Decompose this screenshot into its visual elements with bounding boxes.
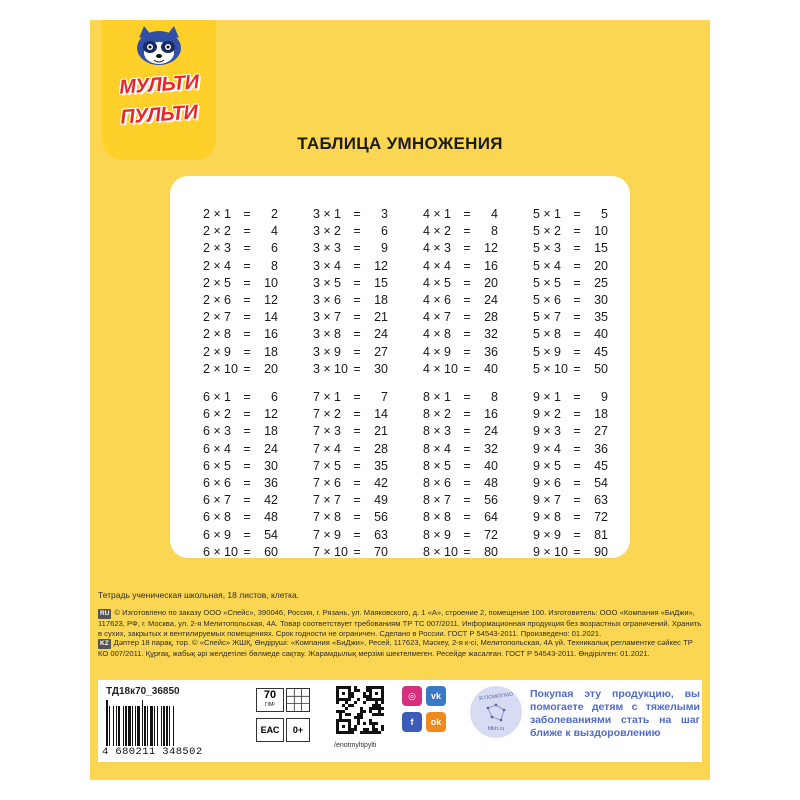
article-number: ТД18к70_36850 — [106, 686, 180, 697]
lang-badge-kz: KZ — [100, 640, 109, 647]
qr-module — [372, 725, 375, 728]
qr-module — [369, 695, 372, 698]
table-row: 5 × 5 = 25 — [533, 275, 608, 290]
qr-module — [342, 686, 345, 689]
social-site: /enotmyltipylti — [334, 742, 377, 749]
barcode-number: 4 680211 348502 — [102, 746, 203, 758]
qr-module — [354, 728, 357, 731]
facebook-icon: f — [402, 712, 422, 732]
qr-module — [351, 728, 354, 731]
table-row: 8 × 1 = 8 — [423, 390, 498, 404]
table-row: 7 × 7 = 49 — [313, 493, 388, 508]
qr-module — [339, 719, 342, 722]
qr-module — [369, 689, 372, 692]
table-row: 8 × 2 = 16 — [423, 407, 498, 422]
bottom-info-panel — [98, 680, 702, 762]
qr-module — [348, 725, 351, 728]
qr-module — [366, 728, 369, 731]
qr-module — [375, 704, 378, 707]
qr-module — [336, 725, 339, 728]
qr-module — [369, 707, 372, 710]
table-row: 2 × 9 = 18 — [203, 344, 278, 359]
instagram-icon: ◎ — [402, 686, 422, 706]
table-row: 6 × 5 = 30 — [203, 458, 278, 473]
table-row: 9 × 6 = 54 — [533, 475, 608, 490]
table-row: 6 × 2 = 12 — [203, 407, 278, 422]
qr-module — [339, 698, 342, 701]
qr-module — [348, 722, 351, 725]
table-row: 3 × 5 = 15 — [313, 275, 388, 290]
qr-module — [369, 692, 372, 695]
table-row: 6 × 7 = 42 — [203, 493, 278, 508]
qr-module — [342, 704, 345, 707]
lang-badge-ru: RU — [100, 610, 110, 617]
table-row: 9 × 5 = 45 — [533, 458, 608, 473]
table-row: 8 × 5 = 40 — [423, 458, 498, 473]
table-row: 4 × 9 = 36 — [423, 344, 498, 359]
times-table-7 — [308, 389, 398, 561]
qr-module — [378, 713, 381, 716]
table-row: 7 × 2 = 14 — [313, 407, 388, 422]
qr-module — [381, 725, 384, 728]
table-row: 7 × 1 = 7 — [313, 390, 388, 404]
table-row: 4 × 6 = 24 — [423, 292, 498, 307]
table-row: 6 × 4 = 24 — [203, 441, 278, 456]
table-row: 9 × 9 = 81 — [533, 527, 608, 542]
charity-badge-text: Я ПОМОГАЮ — [478, 691, 514, 703]
qr-module — [339, 716, 342, 719]
qr-module — [351, 695, 354, 698]
qr-module — [366, 686, 369, 689]
qr-module — [354, 716, 357, 719]
notebook-description: Тетрадь ученическая школьная, 18 листов, клетка. — [98, 590, 300, 600]
qr-module — [366, 689, 369, 692]
table-row: 4 × 2 = 8 — [423, 224, 498, 239]
vk-icon: vk — [426, 686, 446, 706]
age-rating: 0+ — [286, 718, 310, 742]
qr-module — [363, 722, 366, 725]
table-row: 3 × 4 = 12 — [313, 258, 388, 273]
raccoon-mascot-icon — [134, 26, 184, 66]
table-row: 3 × 1 = 3 — [313, 207, 388, 221]
table-row: 7 × 3 = 21 — [313, 424, 388, 439]
charity-badge-site: bfkh.ru — [487, 726, 505, 732]
odnoklassniki-icon: ok — [426, 712, 446, 732]
qr-module — [336, 710, 339, 713]
density-unit: Г/М² — [265, 702, 275, 708]
table-row: 7 × 6 = 42 — [313, 475, 388, 490]
notebook-cover — [90, 20, 710, 780]
qr-module — [357, 713, 360, 716]
qr-module — [360, 713, 363, 716]
table-row: 4 × 10 = 40 — [423, 361, 498, 376]
table-row: 7 × 9 = 63 — [313, 527, 388, 542]
qr-module — [372, 713, 375, 716]
table-row: 5 × 4 = 20 — [533, 258, 608, 273]
logo-text-line2: ПУЛЬТИ — [119, 101, 199, 129]
table-row: 2 × 4 = 8 — [203, 258, 278, 273]
qr-module — [363, 728, 366, 731]
grid-paper-icon — [286, 688, 310, 712]
qr-module — [381, 695, 384, 698]
table-row: 5 × 6 = 30 — [533, 292, 608, 307]
qr-module — [375, 692, 378, 695]
table-row: 5 × 8 = 40 — [533, 327, 608, 342]
times-table-8 — [418, 389, 508, 561]
qr-module — [369, 686, 372, 689]
table-row: 9 × 3 = 27 — [533, 424, 608, 439]
table-row: 4 × 1 = 4 — [423, 207, 498, 221]
table-row: 8 × 4 = 32 — [423, 441, 498, 456]
qr-module — [336, 701, 339, 704]
qr-module — [375, 731, 378, 734]
table-row: 6 × 3 = 18 — [203, 424, 278, 439]
barcode-bar — [174, 700, 176, 746]
table-row: 9 × 8 = 72 — [533, 510, 608, 525]
table-row: 6 × 9 = 54 — [203, 527, 278, 542]
qr-module — [354, 725, 357, 728]
qr-module — [378, 704, 381, 707]
qr-module — [336, 728, 339, 731]
qr-module — [348, 713, 351, 716]
qr-module — [345, 686, 348, 689]
table-row: 2 × 7 = 14 — [203, 310, 278, 325]
qr-module — [360, 707, 363, 710]
table-row: 4 × 5 = 20 — [423, 275, 498, 290]
table-row: 9 × 1 = 9 — [533, 390, 608, 404]
qr-module — [342, 719, 345, 722]
times-table-6 — [198, 389, 288, 561]
density-value: 70 — [263, 689, 277, 701]
qr-module — [369, 719, 372, 722]
table-row: 3 × 6 = 18 — [313, 292, 388, 307]
qr-module — [369, 731, 372, 734]
charity-text: Покупая эту продукцию, вы помогаете детям с тяжелыми заболеваниями стать на шаг ближе к выздоровлению — [530, 688, 700, 739]
qr-module — [345, 701, 348, 704]
info-kz — [98, 638, 702, 659]
qr-module — [342, 731, 345, 734]
qr-module — [375, 686, 378, 689]
multiplication-table — [170, 176, 630, 558]
table-row: 3 × 7 = 21 — [313, 310, 388, 325]
table-row: 7 × 8 = 56 — [313, 510, 388, 525]
qr-module — [348, 695, 351, 698]
qr-module — [336, 719, 339, 722]
qr-module — [381, 707, 384, 710]
qr-module — [378, 731, 381, 734]
table-row: 6 × 1 = 6 — [203, 390, 278, 404]
table-row: 3 × 10 = 30 — [313, 361, 388, 376]
qr-module — [363, 695, 366, 698]
qr-module — [369, 698, 372, 701]
table-row: 5 × 2 = 10 — [533, 224, 608, 239]
qr-module — [375, 698, 378, 701]
info-ru — [98, 608, 702, 639]
table-row: 9 × 7 = 63 — [533, 493, 608, 508]
table-row: 3 × 2 = 6 — [313, 224, 388, 239]
table-row: 9 × 2 = 18 — [533, 407, 608, 422]
qr-module — [339, 713, 342, 716]
page-title: ТАБЛИЦА УМНОЖЕНИЯ — [297, 134, 503, 153]
times-table-4 — [418, 206, 508, 378]
qr-module — [339, 710, 342, 713]
qr-module — [345, 731, 348, 734]
qr-module — [375, 722, 378, 725]
qr-module — [348, 719, 351, 722]
table-row: 4 × 3 = 12 — [423, 241, 498, 256]
table-row: 5 × 10 = 50 — [533, 361, 608, 376]
qr-module — [336, 698, 339, 701]
qr-module — [372, 704, 375, 707]
qr-module — [375, 701, 378, 704]
qr-module — [357, 716, 360, 719]
table-row: 2 × 10 = 20 — [203, 361, 278, 376]
table-row: 8 × 3 = 24 — [423, 424, 498, 439]
qr-module — [354, 701, 357, 704]
qr-module — [381, 728, 384, 731]
qr-module — [372, 698, 375, 701]
qr-module — [372, 722, 375, 725]
table-row: 8 × 10 = 80 — [423, 544, 498, 559]
qr-module — [354, 686, 357, 689]
table-row: 8 × 6 = 48 — [423, 475, 498, 490]
qr-module — [381, 713, 384, 716]
qr-module — [348, 686, 351, 689]
table-row: 9 × 4 = 36 — [533, 441, 608, 456]
info-ru-text: © Изготовлено по заказу ООО «Спейс», 390046, Россия, г. Рязань, ул. Маяковского, д. 1 «А», строение 2, помещение 100. Изготовитель: ООО «Компания «БиДжи», 117623, РФ, г. Москва, ул. 2-я Мелитопольская, 4А. Товар соответствует требованиям ТР ТС 007/2011. Информационная продукция без возрастных ограничений. Хранить в сухих, закрытых и вентилируемых помещениях. Срок годности не ограничен. Сделано в России. ГОСТ Р 54543-2011. Произведено: 01.2021. — [98, 608, 702, 638]
logo-text-line1: МУЛЬТИ — [118, 71, 200, 99]
qr-module — [336, 689, 339, 692]
table-row: 4 × 4 = 16 — [423, 258, 498, 273]
qr-module — [357, 719, 360, 722]
qr-module — [345, 698, 348, 701]
qr-module — [342, 725, 345, 728]
times-table-5 — [528, 206, 618, 378]
qr-module — [348, 731, 351, 734]
qr-module — [363, 731, 366, 734]
table-row: 2 × 1 = 2 — [203, 207, 278, 221]
qr-module — [369, 710, 372, 713]
qr-module — [351, 731, 354, 734]
constellation-icon — [484, 702, 508, 724]
qr-module — [336, 731, 339, 734]
qr-module — [372, 728, 375, 731]
qr-module — [372, 686, 375, 689]
table-row: 9 × 10 = 90 — [533, 544, 608, 559]
qr-module — [378, 698, 381, 701]
table-row: 5 × 3 = 15 — [533, 241, 608, 256]
qr-module — [375, 728, 378, 731]
table-row: 7 × 4 = 28 — [313, 441, 388, 456]
qr-module — [354, 689, 357, 692]
qr-module — [348, 689, 351, 692]
qr-module — [360, 710, 363, 713]
table-row: 3 × 8 = 24 — [313, 327, 388, 342]
qr-module — [378, 710, 381, 713]
table-row: 4 × 8 = 32 — [423, 327, 498, 342]
qr-module — [336, 692, 339, 695]
qr-module — [381, 692, 384, 695]
qr-module — [381, 701, 384, 704]
qr-module — [339, 686, 342, 689]
table-row: 8 × 7 = 56 — [423, 493, 498, 508]
table-row: 5 × 7 = 35 — [533, 310, 608, 325]
table-row: 2 × 2 = 4 — [203, 224, 278, 239]
qr-module — [336, 722, 339, 725]
qr-module — [369, 722, 372, 725]
qr-module — [372, 731, 375, 734]
qr-module — [357, 722, 360, 725]
table-row: 2 × 3 = 6 — [203, 241, 278, 256]
table-row: 4 × 7 = 28 — [423, 310, 498, 325]
qr-module — [336, 686, 339, 689]
qr-module — [366, 695, 369, 698]
table-row: 2 × 8 = 16 — [203, 327, 278, 342]
table-row: 5 × 9 = 45 — [533, 344, 608, 359]
qr-module — [375, 713, 378, 716]
qr-module — [381, 686, 384, 689]
qr-module — [348, 728, 351, 731]
times-table-9 — [528, 389, 618, 561]
table-row: 7 × 10 = 70 — [313, 544, 388, 559]
qr-module — [366, 731, 369, 734]
barcode-icon — [106, 700, 246, 746]
qr-module — [372, 707, 375, 710]
qr-module — [360, 716, 363, 719]
table-row: 6 × 10 = 60 — [203, 544, 278, 559]
qr-module — [381, 689, 384, 692]
paper-density — [256, 688, 284, 712]
table-row: 5 × 1 = 5 — [533, 207, 608, 221]
qr-module — [348, 698, 351, 701]
table-row: 8 × 9 = 72 — [423, 527, 498, 542]
table-row: 8 × 8 = 64 — [423, 510, 498, 525]
qr-module — [378, 707, 381, 710]
qr-module — [378, 686, 381, 689]
qr-module — [345, 713, 348, 716]
qr-code-icon — [336, 686, 384, 734]
table-row: 3 × 3 = 9 — [313, 241, 388, 256]
qr-module — [348, 704, 351, 707]
qr-module — [381, 698, 384, 701]
qr-module — [357, 689, 360, 692]
eac-mark: ЕАС — [256, 718, 284, 742]
qr-module — [360, 731, 363, 734]
qr-module — [363, 710, 366, 713]
qr-module — [345, 719, 348, 722]
info-kz-text: Дәптер 18 парақ, тор. © «Спейс» ЖШҚ, Өндіруші: «Компания «БиДжи», Ресей, 117623, Мәскеу, 2-я к-сі, Мелитопольская, 4А үй. Техникалық регламентке сәйкес ТР КО 007/2011. Құрғақ, жабық әрі желдетілеі бөлмеде сақтау. Жарамдылық мерзімі шектелмеген. Ресейде жасалған. ГОСТ Р 54543-2011. Өндірілген: 01.2021. — [98, 638, 693, 658]
qr-module — [345, 707, 348, 710]
table-row: 6 × 8 = 48 — [203, 510, 278, 525]
table-row: 7 × 5 = 35 — [313, 458, 388, 473]
table-row: 6 × 6 = 36 — [203, 475, 278, 490]
qr-module — [351, 704, 354, 707]
qr-module — [363, 692, 366, 695]
qr-module — [342, 710, 345, 713]
times-table-3 — [308, 206, 398, 378]
qr-module — [342, 698, 345, 701]
qr-module — [363, 701, 366, 704]
qr-module — [366, 698, 369, 701]
qr-module — [339, 731, 342, 734]
qr-module — [375, 707, 378, 710]
times-table-2 — [198, 206, 288, 378]
qr-module — [342, 692, 345, 695]
qr-module — [348, 692, 351, 695]
table-row: 2 × 6 = 12 — [203, 292, 278, 307]
qr-module — [357, 698, 360, 701]
charity-badge-icon — [470, 686, 522, 738]
table-row: 2 × 5 = 10 — [203, 275, 278, 290]
qr-module — [351, 692, 354, 695]
table-row: 3 × 9 = 27 — [313, 344, 388, 359]
qr-module — [336, 695, 339, 698]
